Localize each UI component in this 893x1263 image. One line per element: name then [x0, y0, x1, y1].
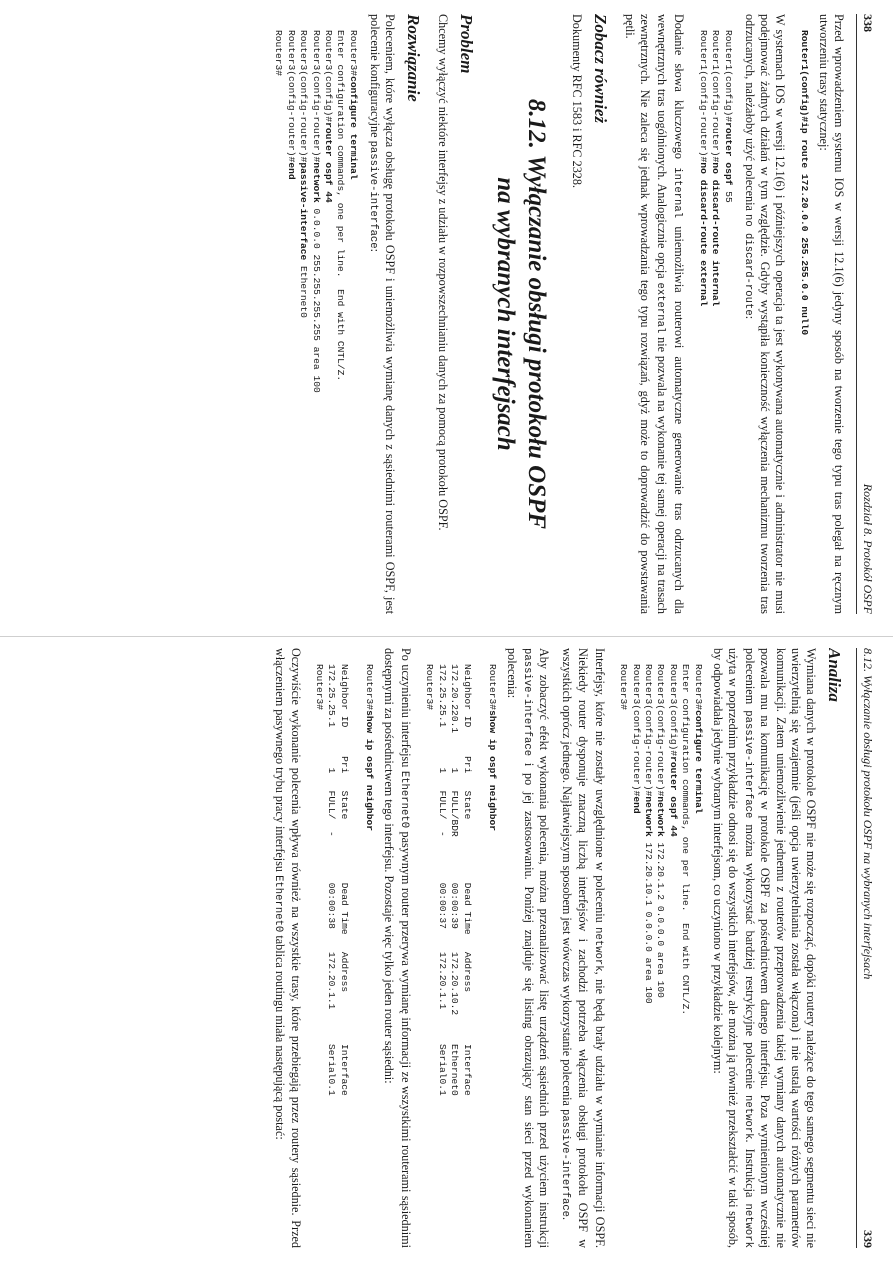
code-line: Router3(config-router)#network 172.20.1.2 0.0.0.0 area 100: [655, 664, 667, 998]
code-line: Router1(config)#router ospf 55: [722, 30, 734, 203]
code-line: Router3#: [273, 30, 285, 77]
code-line: Router1(config-router)#no discard-route external: [697, 30, 709, 307]
code-listing: [617, 664, 704, 1248]
code-line: Router3(config)#router ospf 44: [667, 664, 679, 837]
code-line: Router3#show ip ospf neighbor: [486, 664, 498, 831]
section-title: 8.12. Wyłączanie obsługi protokołu OSPF na wybranych interfejsach: [492, 98, 551, 530]
paragraph: Dodanie słowa kluczowego internal uniemożliwia routerowi automatyczne generowanie tras odrzucanych dla wewnętrznych tras uogólnionych. Analogicznie opcja external nie pozwala na wykonanie tej samej operacji na trasach zewnętrznych. Nie zaleca się jednak wprowadzania tego typu rozwiązań, gdyż może to doprowadzić do powstawania pętli.: [622, 14, 687, 614]
code-line: Router3(config-router)#network 172.20.10.1 0.0.0.0 area 100: [642, 664, 654, 1004]
see-also-heading: Zobacz również: [590, 14, 610, 124]
paragraph: Przed wprowadzeniem systemu IOS w wersji 12.1(6) jedyny sposób na tworzenie tego typu tras polegał na ręcznym utworzeniu trasy statycznej:: [816, 14, 846, 614]
paragraph: Interfejsy, które nie zostały uwzględnione w poleceniu network, nie będą brały udziału w wymianie informacji OSPF. Niekiedy router dysponuje znaczną liczbą interfejsów i zachodzi potrzeba włączenia obsługi protokołu OSPF w wszystkich oprócz jednego. Najłatwiejszym sposobem jest wówczas wykorzystanie polecenia passive-interface.: [559, 648, 607, 1248]
code-line: Router3(config-router)#passive-interface Ethernet0: [298, 30, 310, 318]
paragraph: Poleceniem, które wyłącza obsługę protokołu OSPF i uniemożliwia wymianę danych z sąsiednimi routerami OSPF, jest polecenie konfiguracyjne passive-interface:: [366, 14, 398, 614]
neighbor-table-listing: [423, 664, 497, 1248]
code-line: Router3(config-router)#network 0.0.0.0 255.255.255.255 area 100: [310, 30, 322, 393]
problem-heading: Problem: [457, 14, 477, 74]
page-gutter: [0, 636, 893, 637]
solution-heading: Rozwiązanie: [404, 14, 424, 102]
right-page: [15, 648, 875, 1248]
code-line: 172.20.220.1 1 FULL/BDR 00:00:39 172.20.10.2 Ethernet0: [449, 664, 461, 1096]
paragraph: Wymiana danych w protokole OSPF nie może się rozpocząć, dopóki routery należące do tego samego segmentu sieci nie uwierzytelnią się wzajemnie (jeśli opcja uwierzytelniania została włączona) i nie ustalą wartości różnych parametrów komunikacji. Zatem uniemożliwienie jednemu z routerów przeprowadzenia takiej wymiany danych automatycznie nie pozwala mu na komunikację w protokole OSPF za pośrednictwem danego interfejsu. Poza wymienionym wcześniej poleceniem passive-interface można wykorzystać bardziej restrykcyjne polecenie network. Instrukcja network użyta w poprzednim przykładzie odnosi się do wszystkich interfejsów, ale można ją również przekształcić w taki sposób, by odpowiadała jedynie wybranym interfejsom, co uczyniono w przykładzie kolejnym:: [710, 648, 818, 1248]
code-listing: [696, 30, 733, 614]
code-line: Router3#configure terminal: [692, 664, 704, 814]
code-line: 172.25.25.1 1 FULL/ - 00:00:38 172.20.1.1 Serial0.1: [326, 664, 338, 1096]
running-head: 8.12. Wyłączanie obsługi protokołu OSPF na wybranych interfejsach: [861, 648, 875, 980]
code-line: Router3(config-router)#end: [285, 30, 297, 180]
paragraph: Dokumenty RFC 1583 i RFC 2328.: [569, 14, 584, 189]
code-line: Enter configuration commands, one per line. End with CNTL/Z.: [335, 30, 347, 382]
running-head: Rozdział 8. Protokół OSPF: [861, 483, 875, 614]
page-number: 339: [861, 1230, 875, 1248]
code-line: Router3#: [314, 664, 326, 711]
code-listing: [272, 30, 359, 614]
code-line: Router1(config-router)#no discard-route internal: [710, 30, 722, 307]
left-page: [15, 14, 875, 614]
code-line: Router3#: [424, 664, 436, 711]
paragraph: Chcemy wyłączyć niektóre interfejsy z udziału w rozpowszechnianiu danych za pomocą protokołu OSPF.: [436, 14, 451, 531]
code-listing: Router1(config)#ip route 172.20.0.0 255.255.0.0 null0: [798, 30, 810, 336]
page-number: 338: [861, 14, 875, 32]
code-line: Enter configuration commands, one per line. End with CNTL/Z.: [680, 664, 692, 1016]
paragraph: Po uczynieniu interfejsu Ethernet0 pasywnym router przerywa wymianę informacji ze wszystkimi routerami sąsiednimi dostępnymi za pośrednictwem tego interfejsu. Pozostaje więc tylko jeden router sąsiedni:: [381, 648, 414, 1248]
code-line: Router3#: [618, 664, 630, 711]
paragraph: Oczywiście wykonanie polecenia wpływa również na wszystkie trasy, które przebiegają przez routery sąsiednie. Przed włączeniem pasywnego trybu pracy interfejsu Ethernet0 tablica routingu miała następującą postać:: [272, 648, 303, 1248]
paragraph: Aby zobaczyć efekt wykonania polecenia, można przeanalizować listę urządzeń sąsiednich przed użyciem instrukcji passive-interface i po jej zastosowaniu. Poniżej znajduje się listing obrazujący stan sieci przed wykonaniem polecenia:: [504, 648, 552, 1248]
code-line: Neighbor ID Pri State Dead Time Address Interface: [338, 664, 350, 1096]
running-header: [856, 648, 875, 1248]
code-line: Router3(config)#router ospf 44: [322, 30, 334, 203]
paragraph: W systemach IOS w wersji 12.1(6) i późniejszych operacja ta jest wykonywana automatycznie i administrator nie musi podejmować żadnych działań w tym względzie. Gdyby wystąpiła konieczność wyłączenia mechanizmu tworzenia tras odrzucanych, należałoby użyć polecenia no discard-route:: [741, 14, 788, 614]
code-line: 172.25.25.1 1 FULL/ - 00:00:37 172.20.1.1 Serial0.1: [436, 664, 448, 1096]
running-header: [856, 14, 875, 614]
code-line: Router3(config-router)#end: [630, 664, 642, 814]
neighbor-table-listing: [313, 664, 375, 1248]
analysis-heading: Analiza: [825, 648, 844, 702]
code-line: Router3#show ip ospf neighbor: [363, 664, 375, 831]
code-line: Neighbor ID Pri State Dead Time Address Interface: [461, 664, 473, 1096]
code-line: Router3#configure terminal: [347, 30, 359, 180]
